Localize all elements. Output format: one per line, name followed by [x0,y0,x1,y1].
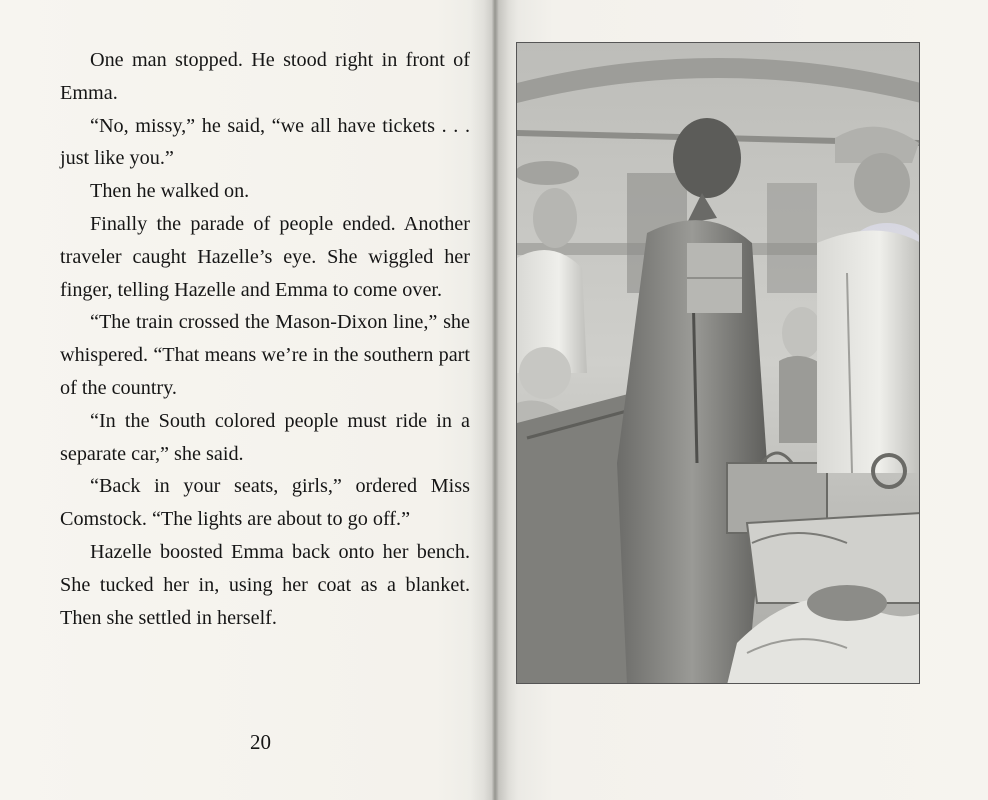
paragraph-6: “In the South colored people must ride in a separate car,” she said. [60,409,470,465]
paragraph-5: “The train crossed the Mason-Dixon line,” she whispered. “That means we’re in the southern part of the country. [60,311,470,399]
paragraph-3: Then he walked on. [90,180,250,203]
page-number: 20 [250,730,271,754]
paragraph-7: “Back in your seats, girls,” ordered Miss Comstock. “The lights are about to go off.” [60,475,470,531]
right-page [494,0,988,800]
book-gutter [470,0,518,800]
paragraph-2: “No, missy,” he said, “we all have tickets . . . just like you.” [60,114,470,170]
paragraph-4: Finally the parade of people ended. Another traveler caught Hazelle’s eye. She wiggled her finger, telling Hazelle and Emma to come over. [60,212,470,301]
train-car-illustration-icon [516,42,920,684]
paragraph-1: One man stopped. He stood right in front of Emma. [60,49,470,104]
story-text [60,44,470,634]
paragraph-8: Hazelle boosted Emma back onto her bench. She tucked her in, using her coat as a blanket. Then she settled in herself. [60,540,470,629]
